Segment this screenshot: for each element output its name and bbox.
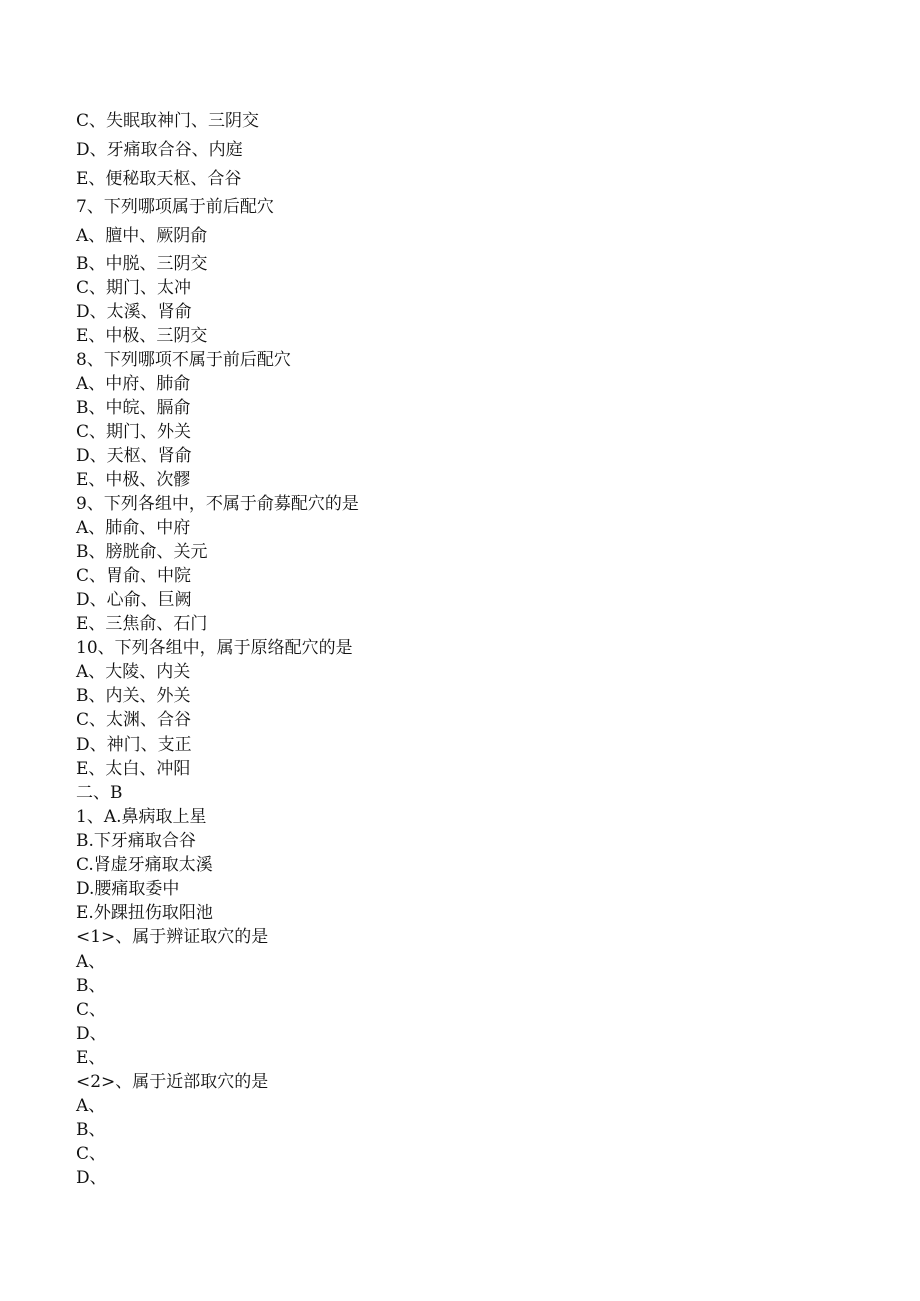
option-line: C、失眠取神门、三阴交	[76, 111, 260, 131]
option-line: B、中皖、膈俞	[76, 398, 191, 418]
question-line: 7、下列哪项属于前后配穴	[76, 197, 274, 217]
option-line: D、牙痛取合谷、内庭	[76, 140, 243, 160]
option-line: B、内关、外关	[76, 686, 191, 706]
answer-choice: B、	[76, 976, 106, 996]
option-line: E、三焦俞、石门	[76, 614, 208, 634]
option-line: A、中府、肺俞	[76, 374, 191, 394]
option-line: E、中极、次髎	[76, 470, 191, 490]
answer-choice: E、	[76, 1048, 106, 1068]
option-line: A、肺俞、中府	[76, 518, 191, 538]
answer-choice: A、	[76, 952, 106, 972]
option-line: C、太渊、合谷	[76, 710, 192, 730]
option-line: C、期门、太冲	[76, 278, 192, 298]
option-line: D、太溪、肾俞	[76, 302, 192, 322]
question-line: 9、下列各组中，不属于俞募配穴的是	[76, 494, 359, 514]
option-line: B.下牙痛取合谷	[76, 831, 196, 851]
answer-choice: C、	[76, 1000, 107, 1020]
answer-choice: D、	[76, 1024, 107, 1044]
sub-question-line: <1>、属于辨证取穴的是	[76, 927, 269, 947]
question-line: 1、A.鼻病取上星	[76, 807, 207, 827]
option-line: A、大陵、内关	[76, 662, 191, 682]
option-line: D、天枢、肾俞	[76, 446, 192, 466]
option-line: B、膀胱俞、关元	[76, 542, 208, 562]
option-line: E、便秘取天枢、合谷	[76, 169, 242, 189]
option-line: C.肾虚牙痛取太溪	[76, 855, 213, 875]
sub-question-line: <2>、属于近部取穴的是	[76, 1072, 269, 1092]
option-line: E、中极、三阴交	[76, 326, 208, 346]
option-line: B、中脱、三阴交	[76, 254, 208, 274]
answer-choice: A、	[76, 1096, 106, 1116]
answer-choice: D、	[76, 1168, 107, 1188]
question-line: 10、下列各组中，属于原络配穴的是	[76, 638, 353, 658]
option-line: E、太白、冲阳	[76, 759, 191, 779]
option-line: C、期门、外关	[76, 422, 192, 442]
answer-choice: B、	[76, 1120, 106, 1140]
option-line: E.外踝扭伤取阳池	[76, 903, 213, 923]
question-line: 8、下列哪项不属于前后配穴	[76, 350, 291, 370]
option-line: A、膻中、厥阴俞	[76, 226, 208, 246]
option-line: C、胃俞、中院	[76, 566, 192, 586]
answer-choice: C、	[76, 1144, 107, 1164]
option-line: D.腰痛取委中	[76, 879, 180, 899]
option-line: D、神门、支正	[76, 735, 192, 755]
section-heading: 二、B	[76, 783, 123, 803]
option-line: D、心俞、巨阙	[76, 590, 192, 610]
